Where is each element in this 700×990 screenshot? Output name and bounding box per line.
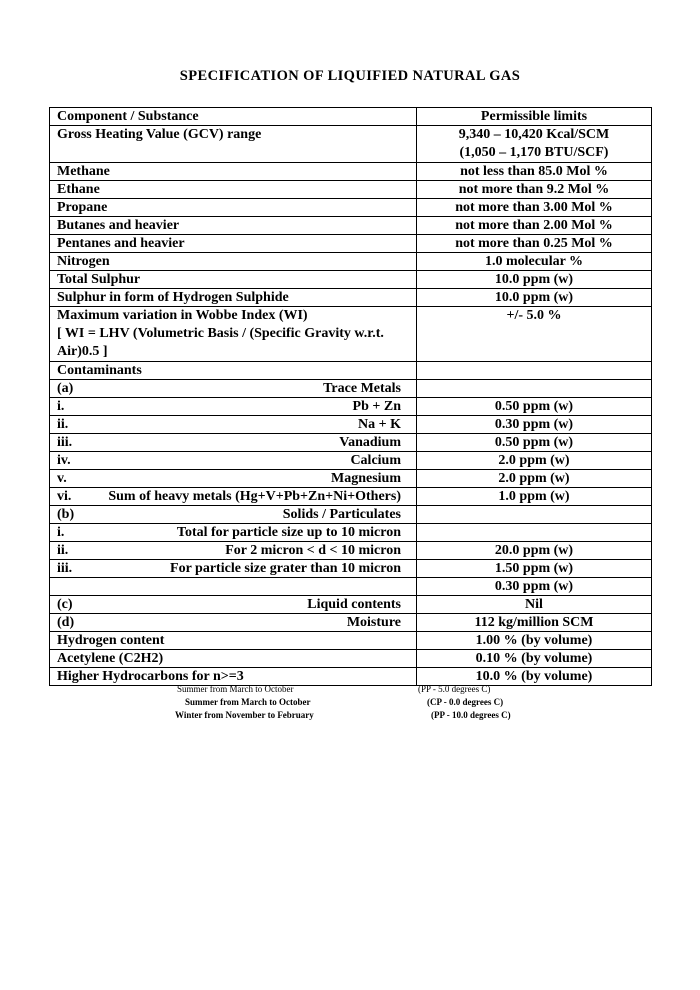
note-limit: (PP - 10.0 degrees C) (431, 710, 511, 720)
table-row (50, 614, 652, 632)
row-value: 10.0 ppm (w) (417, 289, 652, 307)
row-value: 10.0 % (by volume) (417, 668, 652, 686)
table-row (50, 416, 652, 434)
row-label: ii. For 2 micron < d < 10 micron (50, 542, 417, 560)
table-row (50, 650, 652, 668)
row-label: Ethane (50, 181, 417, 199)
table-row (50, 434, 652, 452)
row-value: not more than 2.00 Mol % (417, 217, 652, 235)
table-row (50, 217, 652, 235)
row-label: (b) Solids / Particulates (50, 506, 417, 524)
table-row (50, 362, 652, 380)
row-value: 2.0 ppm (w) (417, 470, 652, 488)
row-label: Maximum variation in Wobbe Index (WI) [ WI = LHV (Volumetric Basis / (Specific Gravity w.r.t. Air)0.5 ] (50, 307, 417, 362)
table-row (50, 524, 652, 542)
table-row (50, 488, 652, 506)
row-label: Propane (50, 199, 417, 217)
table-row (50, 542, 652, 560)
table-header-row (50, 108, 652, 126)
row-label: iv. Calcium (50, 452, 417, 470)
table-row (50, 506, 652, 524)
document-title: SPECIFICATION OF LIQUIFIED NATURAL GAS (179, 68, 521, 84)
table-row (50, 452, 652, 470)
table-row (50, 632, 652, 650)
row-value: 1.00 % (by volume) (417, 632, 652, 650)
row-label: Higher Hydrocarbons for n>=3 (50, 668, 417, 686)
header-permissible-limits: Permissible limits (417, 108, 652, 126)
row-value: 20.0 ppm (w) (417, 542, 652, 560)
table-row (50, 235, 652, 253)
row-label: iii. For particle size grater than 10 micron (50, 560, 417, 578)
row-label: ii. Na + K (50, 416, 417, 434)
table-row (50, 668, 652, 686)
row-label: v. Magnesium (50, 470, 417, 488)
row-label: iii. Vanadium (50, 434, 417, 452)
row-label: Nitrogen (50, 253, 417, 271)
note-season: Winter from November to February (175, 710, 314, 720)
table-row (50, 181, 652, 199)
row-value: 9,340 – 10,420 Kcal/SCM (1,050 – 1,170 BTU/SCF) (417, 126, 652, 163)
row-label: Contaminants (50, 362, 417, 380)
row-label: i. Total for particle size up to 10 micron (50, 524, 417, 542)
table-row (50, 307, 652, 362)
row-value: 1.0 ppm (w) (417, 488, 652, 506)
table-row (50, 163, 652, 181)
note-season: Summer from March to October (177, 684, 294, 694)
row-value: 1.0 molecular % (417, 253, 652, 271)
row-value: not less than 85.0 Mol % (417, 163, 652, 181)
table-row (50, 199, 652, 217)
row-label: Acetylene (C2H2) (50, 650, 417, 668)
header-component: Component / Substance (50, 108, 417, 126)
table-row (50, 596, 652, 614)
table-row (50, 560, 652, 578)
row-value: +/- 5.0 % (417, 307, 652, 362)
row-value: not more than 3.00 Mol % (417, 199, 652, 217)
row-label: vi. Sum of heavy metals (Hg+V+Pb+Zn+Ni+Others) (50, 488, 417, 506)
row-label: Butanes and heavier (50, 217, 417, 235)
row-label: Sulphur in form of Hydrogen Sulphide (50, 289, 417, 307)
row-value: 112 kg/million SCM (417, 614, 652, 632)
row-value: not more than 0.25 Mol % (417, 235, 652, 253)
row-value (417, 380, 652, 398)
row-value: 0.50 ppm (w) (417, 398, 652, 416)
table-row (50, 578, 652, 596)
row-value (417, 362, 652, 380)
row-value: Nil (417, 596, 652, 614)
note-limit: (CP - 0.0 degrees C) (427, 697, 504, 707)
row-value: 0.30 ppm (w) (417, 578, 652, 596)
table-row (50, 271, 652, 289)
row-label: Methane (50, 163, 417, 181)
row-label (50, 578, 417, 596)
specification-table (49, 107, 652, 686)
row-value: 0.30 ppm (w) (417, 416, 652, 434)
table-row (50, 253, 652, 271)
row-value: not more than 9.2 Mol % (417, 181, 652, 199)
row-value: 0.50 ppm (w) (417, 434, 652, 452)
table-row (50, 126, 652, 163)
row-label: Gross Heating Value (GCV) range (50, 126, 417, 163)
row-label: Total Sulphur (50, 271, 417, 289)
table-row (50, 380, 652, 398)
row-label: (a) Trace Metals (50, 380, 417, 398)
row-value: 1.50 ppm (w) (417, 560, 652, 578)
note-season: Summer from March to October (185, 697, 311, 707)
row-label: i. Pb + Zn (50, 398, 417, 416)
row-label: (c) Liquid contents (50, 596, 417, 614)
row-value: 0.10 % (by volume) (417, 650, 652, 668)
row-label: Hydrogen content (50, 632, 417, 650)
table-row (50, 470, 652, 488)
table-row (50, 289, 652, 307)
row-value: 10.0 ppm (w) (417, 271, 652, 289)
row-label: Pentanes and heavier (50, 235, 417, 253)
table-row (50, 398, 652, 416)
row-label: (d) Moisture (50, 614, 417, 632)
note-limit: (PP - 5.0 degrees C) (418, 684, 491, 694)
row-value (417, 524, 652, 542)
row-value (417, 506, 652, 524)
row-value: 2.0 ppm (w) (417, 452, 652, 470)
